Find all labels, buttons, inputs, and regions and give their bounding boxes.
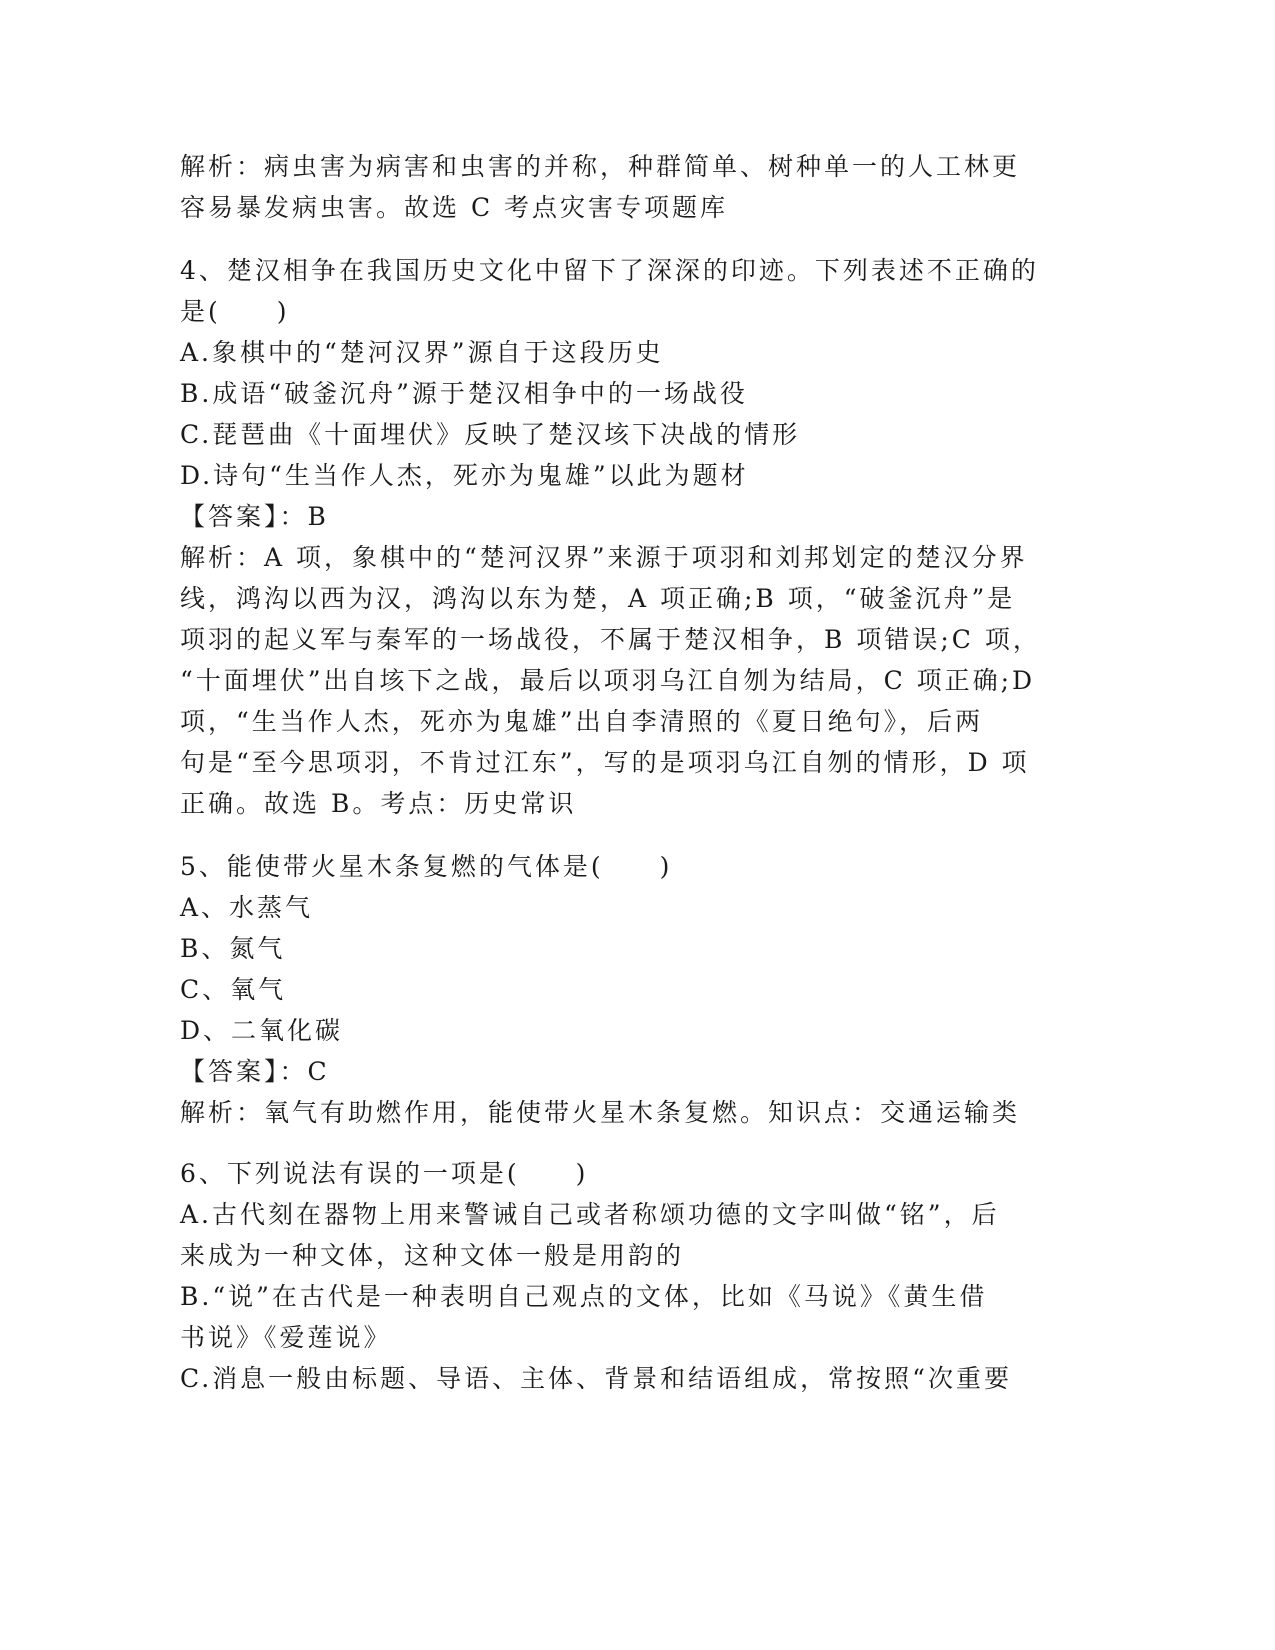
option-a: A.象棋中的“楚河汉界”源自于这段历史 (180, 338, 664, 367)
question-stem: 4、楚汉相争在我国历史文化中留下了深深的印迹。下列表述不正确的 (180, 256, 1039, 285)
option-c: C.琵琶曲《十面埋伏》反映了楚汉垓下决战的情形 (180, 420, 801, 449)
spacer (180, 824, 1060, 846)
question-stem: 5、能使带火星木条复燃的气体是( ) (180, 852, 673, 881)
document-page (180, 146, 1060, 1399)
spacer (180, 228, 1060, 250)
option-c: C、氧气 (180, 975, 287, 1004)
analysis-line: 项，“生当作人杰，死亦为鬼雄”出自李清照的《夏日绝句》，后两 (180, 707, 984, 736)
question-stem: 是( ) (180, 297, 290, 326)
option-a: A、水蒸气 (180, 893, 314, 922)
option-text-line: C.消息一般由标题、导语、主体、背景和结语组成，常按照“次重要 (180, 1364, 1012, 1393)
question-4 (180, 250, 1060, 824)
option-text-line: 来成为一种文体，这种文体一般是用韵的 (180, 1241, 685, 1270)
analysis-line: “十面埋伏”出自垓下之战，最后以项羽乌江自刎为结局，C 项正确;D (180, 666, 1036, 695)
question-6 (180, 1153, 1060, 1399)
option-b: B、氮气 (180, 934, 286, 963)
option-d: D.诗句“生当作人杰，死亦为鬼雄”以此为题材 (180, 461, 749, 490)
analysis-line: 句是“至今思项羽，不肯过江东”，写的是项羽乌江自刎的情形，D 项 (180, 748, 1030, 777)
analysis-line: 线，鸿沟以西为汉，鸿沟以东为楚，A 项正确;B 项，“破釜沉舟”是 (180, 584, 1016, 613)
answer-line: 【答案】：B (180, 502, 329, 531)
question-3-analysis (180, 146, 1060, 228)
question-5 (180, 846, 1060, 1133)
analysis-line: 解析：A 项，象棋中的“楚河汉界”来源于项羽和刘邦划定的楚汉分界 (180, 543, 1028, 572)
answer-line: 【答案】：C (180, 1057, 330, 1086)
analysis-line: 正确。故选 B。考点：历史常识 (180, 789, 577, 818)
question-stem: 6、下列说法有误的一项是( ) (180, 1159, 589, 1188)
option-d: D、二氧化碳 (180, 1016, 344, 1045)
option-text-line: A.古代刻在器物上用来警诫自己或者称颂功德的文字叫做“铭”，后 (180, 1200, 1000, 1229)
spacer (180, 1133, 1060, 1153)
analysis-line: 解析：氧气有助燃作用，能使带火星木条复燃。知识点：交通运输类 (180, 1098, 1021, 1127)
option-text-line: B.“说”在古代是一种表明自己观点的文体，比如《马说》《黄生借 (180, 1282, 988, 1311)
option-text-line: 书说》《爱莲说》 (180, 1323, 392, 1352)
analysis-line: 项羽的起义军与秦军的一场战役，不属于楚汉相争，B 项错误;C 项， (180, 625, 1041, 654)
analysis-line: 解析：病虫害为病害和虫害的并称，种群简单、树种单一的人工林更 (180, 152, 1021, 181)
option-b: B.成语“破釜沉舟”源于楚汉相争中的一场战役 (180, 379, 748, 408)
analysis-line: 容易暴发病虫害。故选 C 考点灾害专项题库 (180, 193, 729, 222)
